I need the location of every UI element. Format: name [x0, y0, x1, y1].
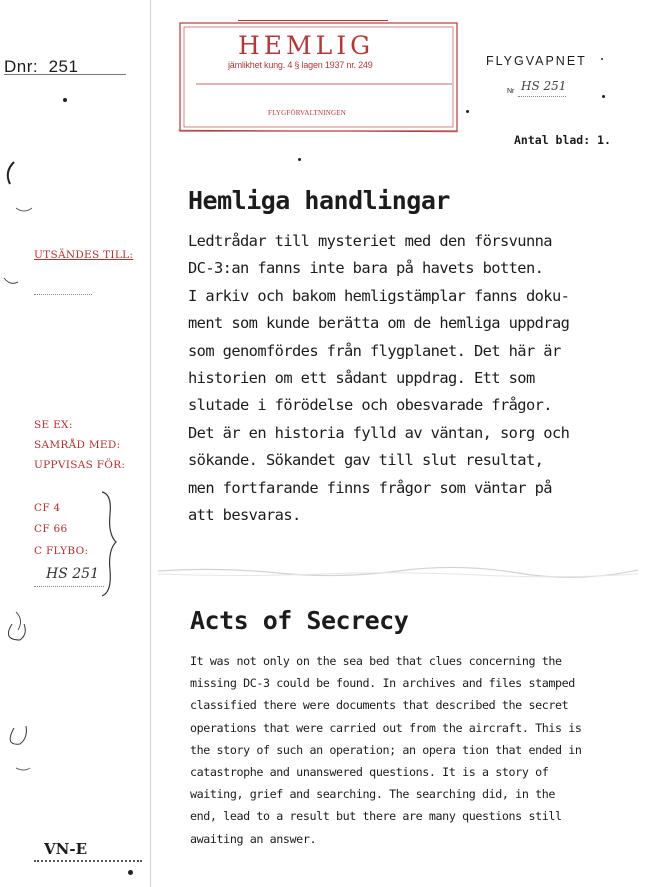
cflybo-label: C FLYBO:: [34, 545, 89, 557]
ink-dot: [601, 58, 603, 60]
ink-dot: [602, 95, 605, 98]
english-body: [190, 650, 630, 850]
dnr-label: Dnr:: [4, 57, 39, 76]
dnr-underline: [4, 74, 126, 75]
english-line: It was not only on the sea bed that clues concerning the: [190, 654, 562, 668]
swedish-line: som genomfördes från flygplanet. Det här är: [188, 341, 561, 360]
english-line: operations that were carried out from the aircraft. This is: [190, 720, 582, 735]
swedish-line: slutade i förödelse och obesvarade frågor.: [188, 396, 552, 415]
utsandes-label: UTSÄNDES TILL:: [34, 249, 134, 261]
swedish-line: DC-3:an fanns inte bara på havets botten.: [188, 259, 544, 278]
sheet-count: Antal blad: 1.: [514, 133, 611, 147]
footer-dot: [128, 870, 133, 875]
swedish-line: ment som kunde berätta om de hemliga uppdrag: [188, 314, 570, 333]
english-line: the story of such an operation; an opera tion that ended in: [190, 742, 582, 757]
binder-marks-bottom: [0, 600, 40, 800]
footer-code: VN-E: [44, 840, 88, 858]
cf4-label: CF 4: [34, 502, 61, 514]
se-ex-label: SE EX:: [34, 419, 73, 431]
swedish-line: att besvaras.: [188, 506, 301, 525]
nr-label: Nr: [507, 88, 515, 95]
handwritten-hs: HS 251: [46, 566, 99, 582]
english-line: catastrophe and unanswered questions. It is a story of: [190, 765, 549, 780]
footer-dotted-line: [34, 860, 142, 862]
cf66-label: CF 66: [34, 523, 68, 535]
english-line: classified there were documents that described the secret: [190, 698, 569, 713]
stamp-subtitle: jämlikhet kung. 4 § lagen 1937 nr. 249: [228, 60, 373, 70]
stamp-title: HEMLIG: [238, 31, 375, 60]
margin-rule: [150, 0, 151, 887]
english-line: awaiting an answer.: [190, 831, 317, 846]
swedish-line: historien om ett sådant uppdrag. Ett som: [188, 369, 535, 388]
samrad-label: SAMRÅD MED:: [34, 439, 121, 451]
stamp-organization: FLYGFÖRVALTNINGEN: [268, 109, 346, 117]
paper-tear-edge: [158, 565, 638, 579]
swedish-line: Det är en historia fylld av väntan, sorg och: [188, 423, 570, 442]
nr-value: HS 251: [521, 79, 567, 93]
english-line: waiting, grief and searching. The searching did, in the: [190, 787, 556, 802]
organization-name: FLYGVAPNET: [486, 54, 587, 68]
ink-dot: [63, 98, 67, 102]
nr-dotted-line: [518, 96, 566, 97]
swedish-line: men fortfarande finns frågor som väntar på: [188, 478, 552, 497]
swedish-heading: Hemliga handlingar: [188, 186, 450, 215]
swedish-line: sökande. Sökandet gav till slut resultat,: [188, 451, 544, 470]
english-line: missing DC-3 could be found. In archives and files stamped: [190, 676, 575, 691]
uppvisas-label: UPPVISAS FÖR:: [34, 459, 126, 471]
utsandes-dotted-line: [34, 294, 92, 295]
dnr-value: 251: [48, 57, 79, 76]
swedish-body: [188, 228, 628, 529]
english-line: end, lead to a result but there are many questions still: [190, 809, 562, 824]
binder-marks-top: [0, 150, 40, 310]
ink-dot: [298, 158, 301, 161]
hs-dotted-line: [34, 586, 104, 587]
brace-mark: [96, 490, 126, 600]
swedish-line: I arkiv och bakom hemligstämplar fanns doku-: [188, 286, 570, 305]
english-heading: Acts of Secrecy: [190, 606, 409, 635]
ink-dot: [466, 110, 469, 113]
swedish-line: Ledtrådar till mysteriet med den försvunna: [188, 232, 552, 250]
